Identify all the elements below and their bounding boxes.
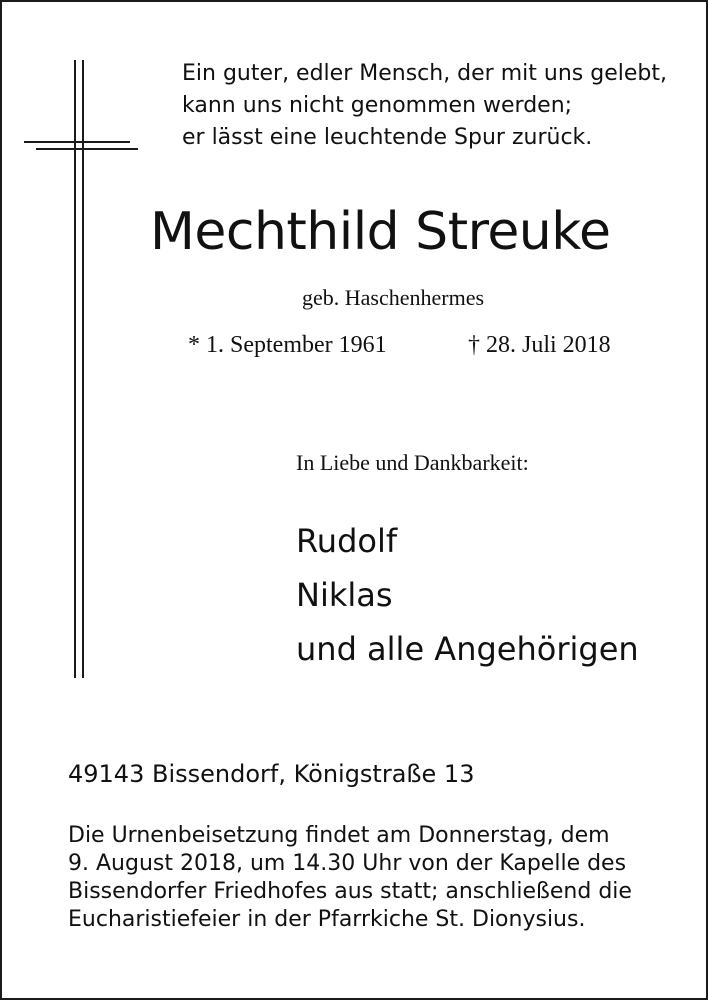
cross-horizontal-bar-bottom xyxy=(36,148,138,150)
deceased-name: Mechthild Streuke xyxy=(150,202,611,262)
funeral-service-info xyxy=(68,822,632,934)
cross-horizontal-bar-top xyxy=(24,141,130,143)
service-line: 9. August 2018, um 14.30 Uhr von der Kapelle des xyxy=(68,851,627,876)
cross-vertical-bar-right xyxy=(82,60,84,678)
verse-line: er lässt eine leuchtende Spur zurück. xyxy=(182,125,593,150)
service-line: Bissendorfer Friedhofes aus statt; anschließend die xyxy=(68,879,632,904)
cross-vertical-bar-left xyxy=(74,60,76,678)
mourners-list xyxy=(296,514,639,676)
birth-date: * 1. September 1961 xyxy=(188,332,387,358)
family-address: 49143 Bissendorf, Königstraße 13 xyxy=(68,760,475,788)
maiden-name: geb. Haschenhermes xyxy=(302,285,485,310)
service-line: Die Urnenbeisetzung findet am Donnerstag, dem xyxy=(68,823,610,848)
service-line: Eucharistiefeier in der Pfarrkiche St. Dionysius. xyxy=(68,907,586,932)
death-date: † 28. Juli 2018 xyxy=(468,332,611,358)
verse-line: Ein guter, edler Mensch, der mit uns gelebt, xyxy=(182,61,667,86)
thanks-line: In Liebe und Dankbarkeit: xyxy=(296,450,529,475)
verse-line: kann uns nicht genommen werden; xyxy=(182,93,573,118)
memorial-verse xyxy=(182,58,667,154)
mourner-name: und alle Angehörigen xyxy=(296,630,639,668)
mourner-name: Niklas xyxy=(296,576,393,614)
mourner-name: Rudolf xyxy=(296,522,398,560)
